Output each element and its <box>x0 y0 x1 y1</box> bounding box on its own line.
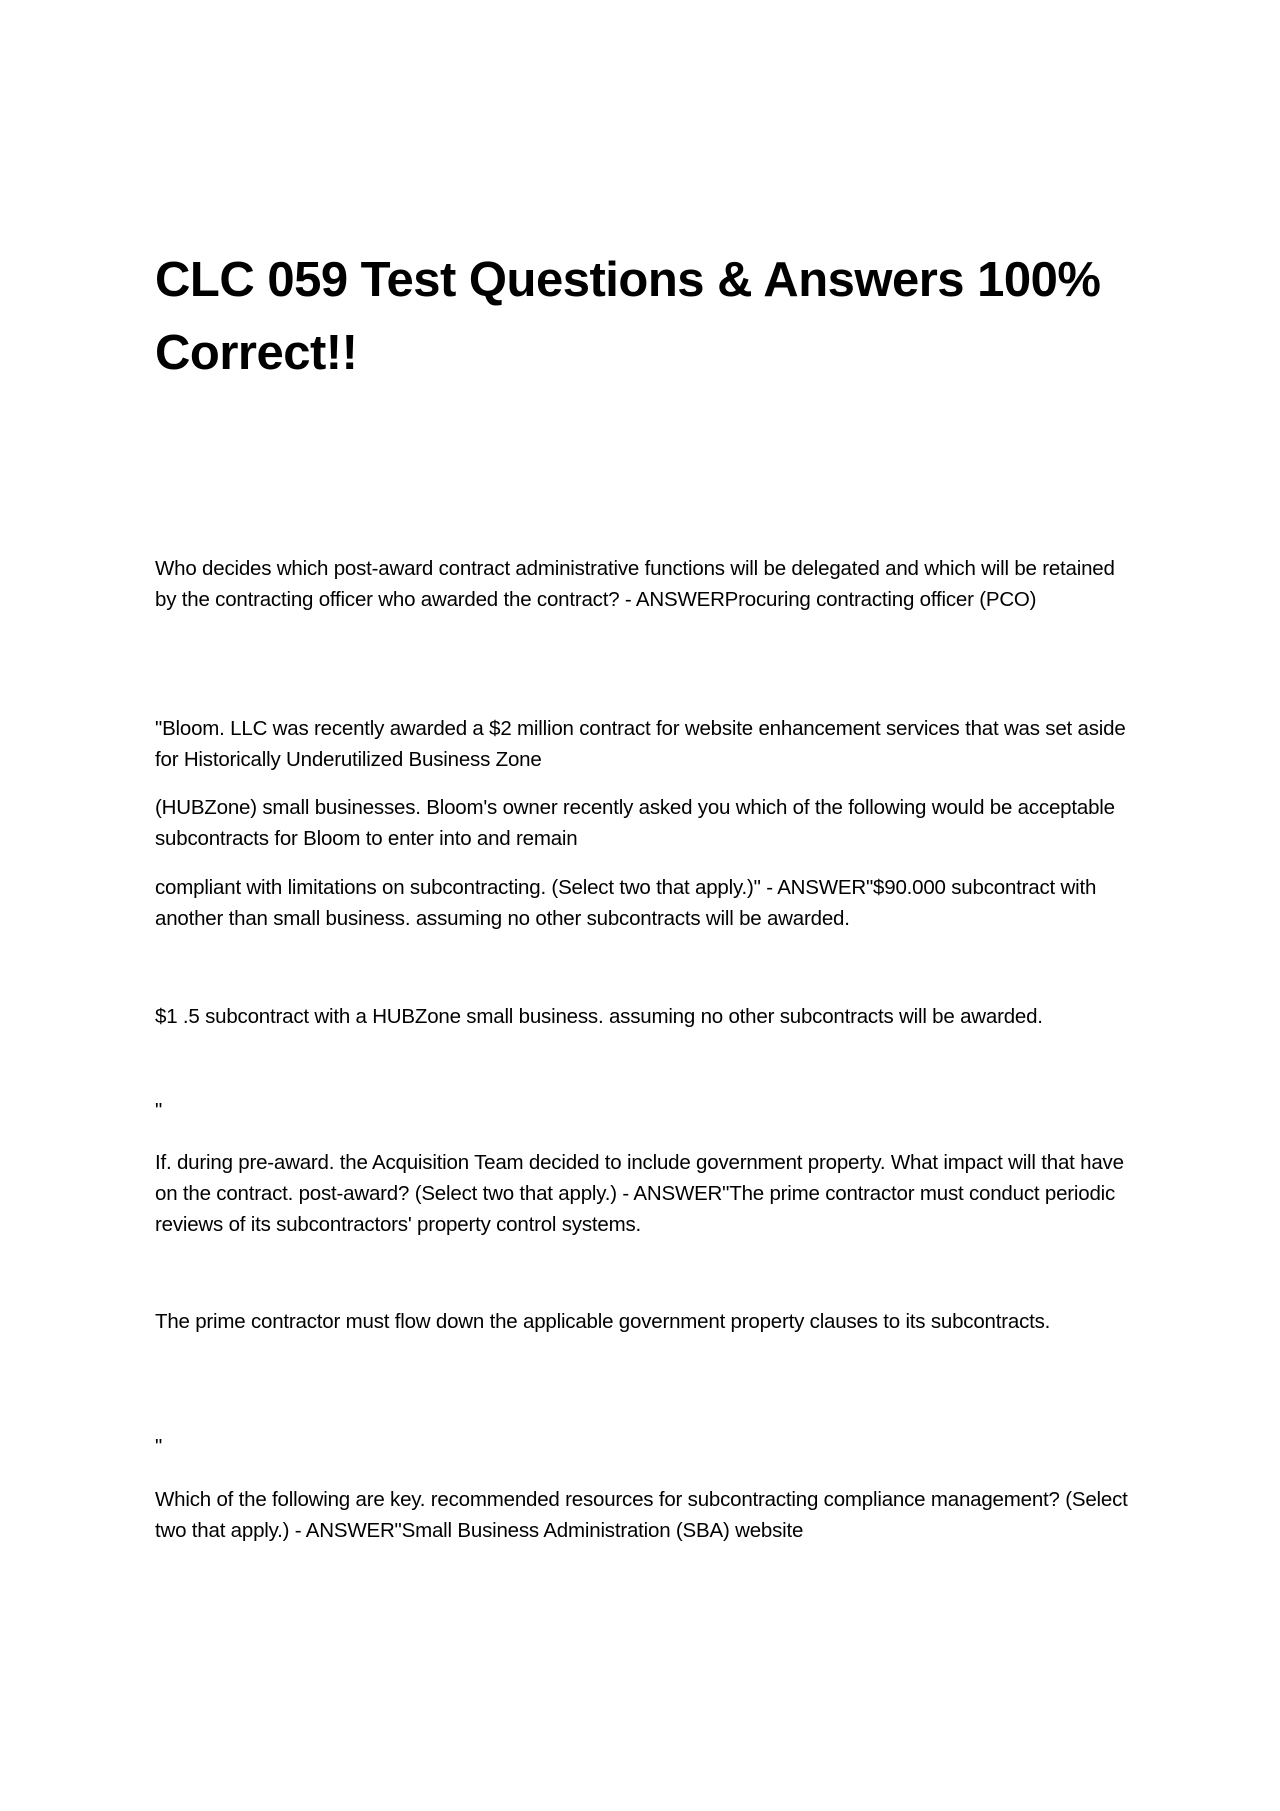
paragraph-q2-answer1: compliant with limitations on subcontracting. (Select two that apply.)" - ANSWER"$90.000 subcontract with another than small business. assuming no other subcontracts will be awarded. <box>155 876 1097 930</box>
paragraph-q4: Which of the following are key. recommended resources for subcontracting compliance management? (Select two that apply.) - ANSWER"Small Business Administration (SBA) website <box>155 1488 1128 1542</box>
document-title: CLC 059 Test Questions & Answers 100% Correct!! <box>155 253 1101 380</box>
paragraph-q2-part2: (HUBZone) small businesses. Bloom's owner recently asked you which of the following would be acceptable subcontracts for Bloom to enter into and remain <box>155 796 1115 850</box>
paragraph-q3: If. during pre-award. the Acquisition Team decided to include government property. What impact will that have on the contract. post-award? (Select two that apply.) - ANSWER"The prime contractor must conduct periodic reviews of its subcontractors' property control systems. <box>155 1151 1124 1236</box>
paragraph-quote-close-2: " <box>155 1435 163 1458</box>
paragraph-q2-answer2: $1 .5 subcontract with a HUBZone small business. assuming no other subcontracts will be awarded. <box>155 1005 1043 1028</box>
paragraph-quote-close-1: " <box>155 1099 163 1122</box>
paragraph-q2-part1: "Bloom. LLC was recently awarded a $2 million contract for website enhancement services that was set aside for Historically Underutilized Business Zone <box>155 717 1126 771</box>
paragraph-q3-answer2: The prime contractor must flow down the applicable government property clauses to its subcontracts. <box>155 1310 1051 1333</box>
paragraph-q1: Who decides which post-award contract administrative functions will be delegated and which will be retained by the contracting officer who awarded the contract? - ANSWERProcuring contracting officer (PCO) <box>155 557 1115 611</box>
